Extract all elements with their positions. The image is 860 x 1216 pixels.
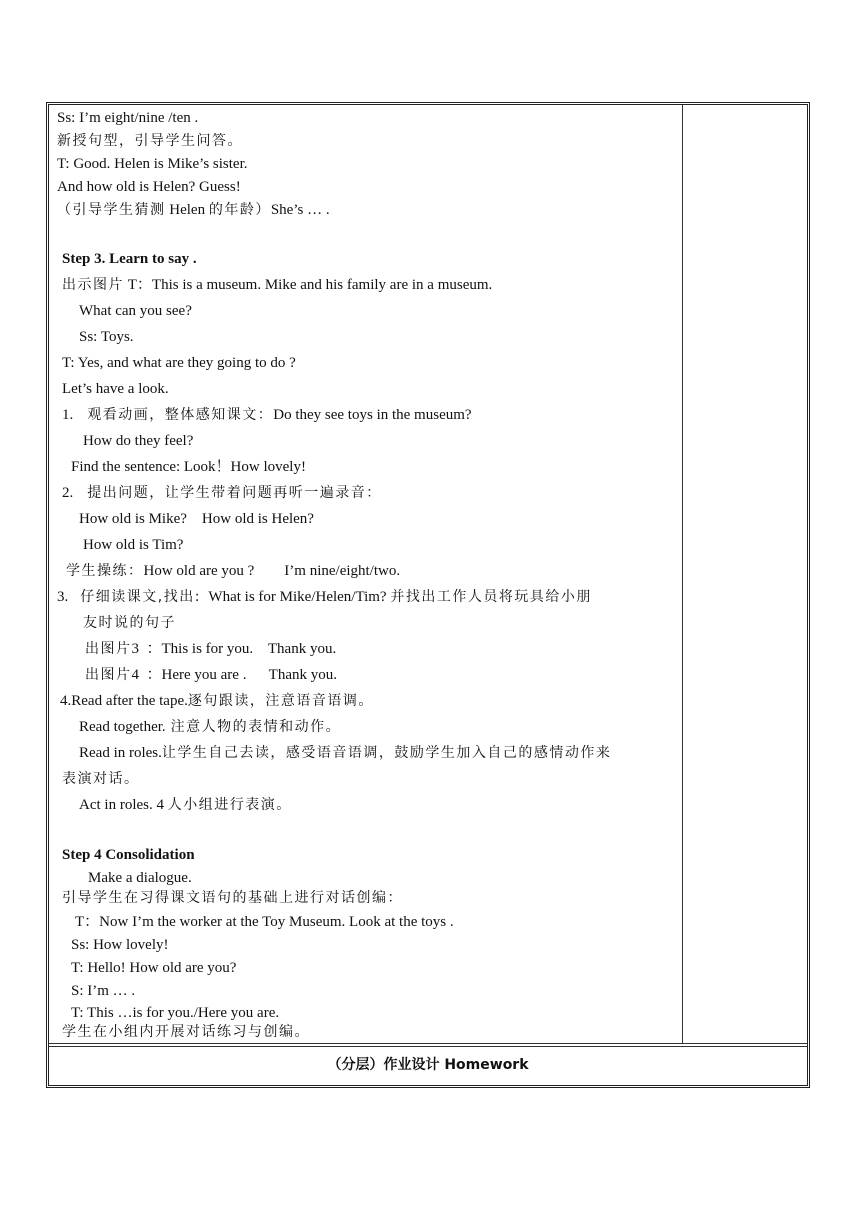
text-line: （引导学生猜测 Helen 的年龄）She’s … .	[57, 202, 330, 218]
text-line: How old is Mike? How old is Helen?	[79, 511, 314, 527]
text-line: Ss: How lovely!	[71, 937, 169, 953]
text-line: 学生在小组内开展对话练习与创编。	[62, 1024, 310, 1040]
text-line: 表演对话。	[62, 771, 140, 787]
column-divider	[682, 105, 683, 1043]
text-line: 学生操练：How old are you ? I’m nine/eight/two.	[66, 563, 401, 579]
text-line: Let’s have a look.	[62, 381, 169, 397]
text-line: Read together. 注意人物的表情和动作。	[79, 719, 342, 735]
text-line: 友时说的句子	[83, 615, 176, 631]
text-line: T: Yes, and what are they going to do ?	[62, 355, 296, 371]
text-line: How old is Tim?	[83, 537, 184, 553]
text-line: Act in roles. 4 人小组进行表演。	[79, 797, 292, 813]
text-line: Find the sentence: Look！How lovely!	[71, 459, 306, 475]
homework-row-label: （分层）作业设计 Homework	[327, 1057, 529, 1073]
text-line: T：Now I’m the worker at the Toy Museum. Look at the toys .	[75, 914, 454, 930]
text-line: And how old is Helen? Guess!	[57, 179, 241, 195]
text-line: T: Good. Helen is Mike’s sister.	[57, 156, 248, 172]
text-line: Read in roles.让学生自己去读，感受语音语调，鼓励学生加入自己的感情动作来	[79, 745, 612, 761]
row-divider	[49, 1043, 807, 1047]
text-line: Ss: I’m eight/nine /ten .	[57, 110, 199, 126]
text-line: 出示图片 T：This is a museum. Mike and his family are in a museum.	[62, 277, 493, 293]
text-line: 2. 提出问题，让学生带着问题再听一遍录音：	[62, 485, 382, 501]
text-line: Ss: Toys.	[79, 329, 134, 345]
text-line: How do they feel?	[83, 433, 194, 449]
text-line: 1. 观看动画，整体感知课文：Do they see toys in the museum?	[62, 407, 472, 423]
section-heading: Step 4 Consolidation	[62, 847, 195, 863]
text-line: S: I’m … .	[71, 983, 136, 999]
text-line: What can you see?	[79, 303, 192, 319]
text-line: 3. 仔细读课文,找出: What is for Mike/Helen/Tim? 并找出工作人员将玩具给小朋	[57, 589, 592, 605]
text-line: Make a dialogue.	[88, 870, 192, 886]
text-line: 新授句型，引导学生问答。	[57, 133, 243, 149]
text-line: 出图片4 ：Here you are . Thank you.	[85, 667, 338, 683]
text-line: 引导学生在习得课文语句的基础上进行对话创编：	[62, 890, 403, 906]
text-line: T: This …is for you./Here you are.	[71, 1005, 280, 1021]
section-heading: Step 3. Learn to say .	[62, 251, 197, 267]
text-line: T: Hello! How old are you?	[71, 960, 237, 976]
text-line: 4.Read after the tape.逐句跟读，注意语音语调。	[60, 693, 374, 709]
text-line: 出图片3 ：This is for you. Thank you.	[85, 641, 337, 657]
